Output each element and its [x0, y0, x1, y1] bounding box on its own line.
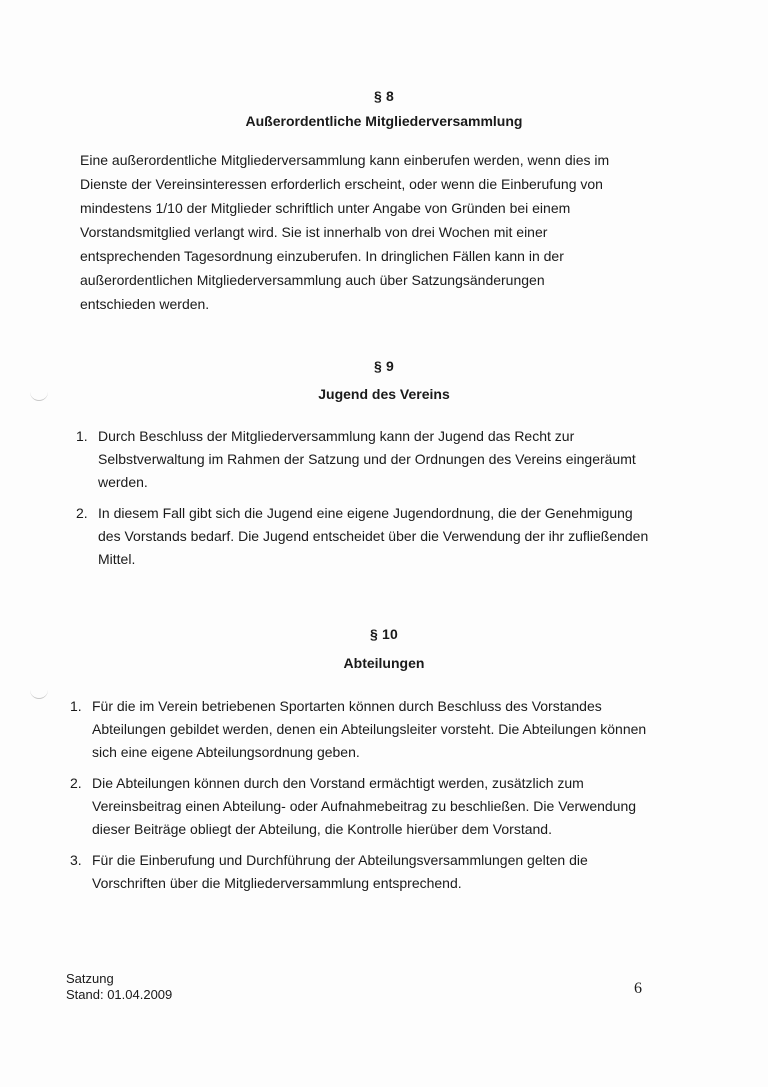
- list-item: [70, 772, 652, 841]
- list-item-number: 1.: [70, 698, 82, 714]
- section-8-title: Außerordentliche Mitgliederversammlung: [245, 113, 523, 129]
- section-10-number: § 10: [369, 626, 399, 642]
- list-item-text: Die Abteilungen können durch den Vorstand ermächtigt werden, zusätzlich zum Vereinsbeitrag einen Abteilung- oder Aufnahmebeitrag zu beschließen. Die Verwendung dieser Beiträge obliegt der Abteilung, die Kontrolle hierüber dem Vorstand.: [92, 775, 637, 837]
- page-number: 6: [634, 980, 642, 997]
- footer-date: Stand: 01.04.2009: [66, 987, 173, 1002]
- footer-info: [66, 971, 172, 1003]
- section-10-list: [70, 695, 652, 903]
- section-10-title: Abteilungen: [343, 655, 425, 671]
- section-9-list: [76, 425, 654, 579]
- list-item-text: In diesem Fall gibt sich die Jugend eine eigene Jugendordnung, die der Genehmigung des Vorstands bedarf. Die Jugend entscheidet über die Verwendung der ihr zufließenden Mittel.: [98, 505, 649, 567]
- list-item: [70, 849, 652, 895]
- list-item-number: 2.: [76, 505, 88, 521]
- list-item-number: 3.: [70, 852, 82, 868]
- punch-hole-mark: [30, 690, 48, 699]
- footer-doc-name: Satzung: [66, 971, 114, 986]
- list-item-text: Durch Beschluss der Mitgliederversammlung kann der Jugend das Recht zur Selbstverwaltung im Rahmen der Satzung und der Ordnungen des Vereins eingeräumt werden.: [98, 428, 636, 490]
- list-item: [70, 695, 652, 764]
- section-9-number: § 9: [373, 358, 395, 374]
- list-item: [76, 425, 654, 494]
- list-item: [76, 502, 654, 571]
- list-item-number: 1.: [76, 428, 88, 444]
- section-8-paragraph: Eine außerordentliche Mitgliederversammlung kann einberufen werden, wenn dies im Dienste der Vereinsinteressen erforderlich erscheint, oder wenn die Einberufung von mindestens 1/10 der Mitglieder schriftlich unter Angabe von Gründen bei einem Vorstandsmitglied verlangt wird. Sie ist innerhalb von drei Wochen mit einer entsprechenden Tagesordnung einzuberufen. In dringlichen Fällen kann in der außerordentlichen Mitgliederversammlung auch über Satzungsänderungen entschieden werden.: [80, 152, 610, 312]
- section-9-title: Jugend des Vereins: [318, 386, 450, 402]
- list-item-text: Für die im Verein betriebenen Sportarten können durch Beschluss des Vorstandes Abteilungen gebildet werden, denen ein Abteilungsleiter vorsteht. Die Abteilungen können sich eine eigene Abteilungsordnung geben.: [92, 698, 647, 760]
- section-8-number: § 8: [373, 88, 395, 104]
- list-item-text: Für die Einberufung und Durchführung der Abteilungsversammlungen gelten die Vorschriften über die Mitgliederversammlung entsprechend.: [92, 852, 588, 891]
- list-item-number: 2.: [70, 775, 82, 791]
